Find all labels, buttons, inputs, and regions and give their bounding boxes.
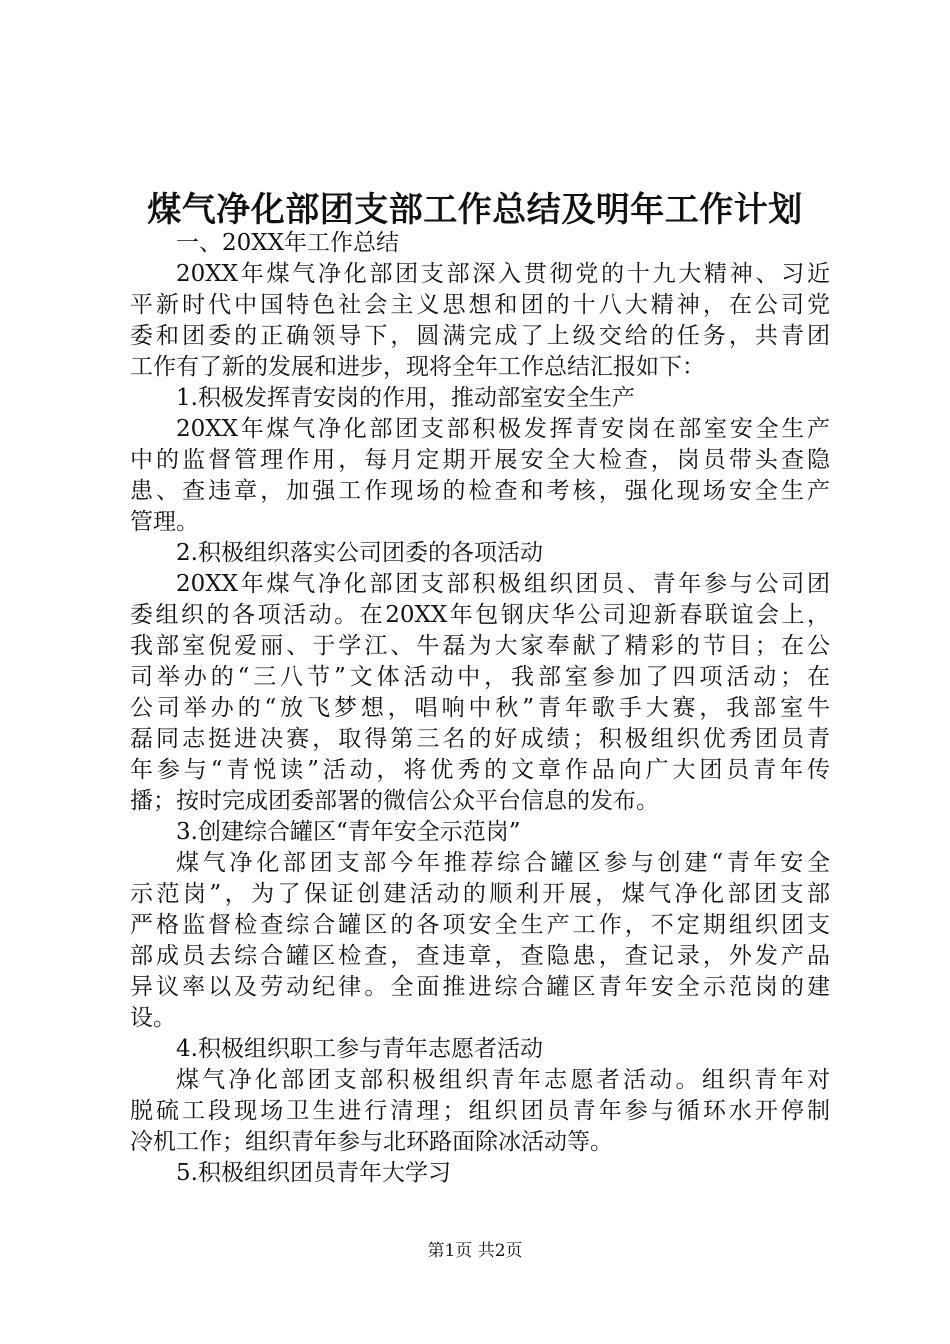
text-line: 司举办的“三八节”文体活动中，我部室参加了四项活动；在	[130, 664, 830, 690]
text-line: 2.积极组织落实公司团委的各项活动	[176, 540, 543, 566]
text-line: 20XX年煤气净化部团支部深入贯彻党的十九大精神、习近	[176, 261, 830, 287]
text-line: 委组织的各项活动。在20XX年包钢庆华公司迎新春联谊会上，	[130, 602, 830, 628]
text-line: 煤气净化部团支部积极组织青年志愿者活动。组织青年对	[176, 1067, 830, 1093]
text-line: 脱硫工段现场卫生进行清理；组织团员青年参与循环水开停制	[130, 1098, 830, 1124]
text-line: 4.积极组织职工参与青年志愿者活动	[176, 1036, 543, 1062]
page-footer: 第1页 共2页	[427, 1241, 523, 1261]
text-line: 3.创建综合罐区“青年安全示范岗”	[176, 819, 521, 845]
text-line: 委和团委的正确领导下，圆满完成了上级交给的任务，共青团	[130, 323, 830, 349]
text-line: 严格监督检查综合罐区的各项安全生产工作，不定期组织团支	[130, 912, 830, 938]
text-line: 患、查违章，加强工作现场的检查和考核，强化现场安全生产	[130, 478, 830, 504]
text-line: 冷机工作；组织青年参与北环路面除冰活动等。	[130, 1129, 613, 1155]
text-line: 一、20XX年工作总结	[176, 230, 400, 256]
text-line: 我部室倪爱丽、于学江、牛磊为大家奉献了精彩的节目；在公	[130, 633, 830, 659]
text-line: 管理。	[130, 509, 199, 535]
document-title: 煤气净化部团支部工作总结及明年工作计划	[147, 190, 803, 230]
text-line: 工作有了新的发展和进步，现将全年工作总结汇报如下：	[130, 354, 705, 380]
text-line: 中的监督管理作用，每月定期开展安全大检查，岗员带头查隐	[130, 447, 830, 473]
text-line: 5.积极组织团员青年大学习	[176, 1160, 451, 1186]
text-line: 部成员去综合罐区检查，查违章，查隐患，查记录，外发产品	[130, 943, 830, 969]
text-line: 平新时代中国特色社会主义思想和团的十八大精神，在公司党	[130, 292, 830, 318]
text-line: 磊同志挺进决赛，取得第三名的好成绩；积极组织优秀团员青	[130, 726, 830, 752]
text-line: 示范岗”，为了保证创建活动的顺利开展，煤气净化部团支部	[130, 881, 830, 907]
text-line: 1.积极发挥青安岗的作用，推动部室安全生产	[176, 385, 635, 411]
text-line: 设。	[130, 1005, 176, 1031]
text-line: 20XX年煤气净化部团支部积极组织团员、青年参与公司团	[176, 571, 830, 597]
text-line: 播；按时完成团委部署的微信公众平台信息的发布。	[130, 788, 659, 814]
text-line: 公司举办的“放飞梦想，唱响中秋”青年歌手大赛，我部室牛	[130, 695, 830, 721]
text-line: 年参与“青悦读”活动，将优秀的文章作品向广大团员青年传	[130, 757, 830, 783]
text-line: 煤气净化部团支部今年推荐综合罐区参与创建“青年安全	[176, 850, 830, 876]
document-body	[130, 228, 830, 1189]
text-line: 异议率以及劳动纪律。全面推进综合罐区青年安全示范岗的建	[130, 974, 830, 1000]
text-line: 20XX年煤气净化部团支部积极发挥青安岗在部室安全生产	[176, 416, 830, 442]
